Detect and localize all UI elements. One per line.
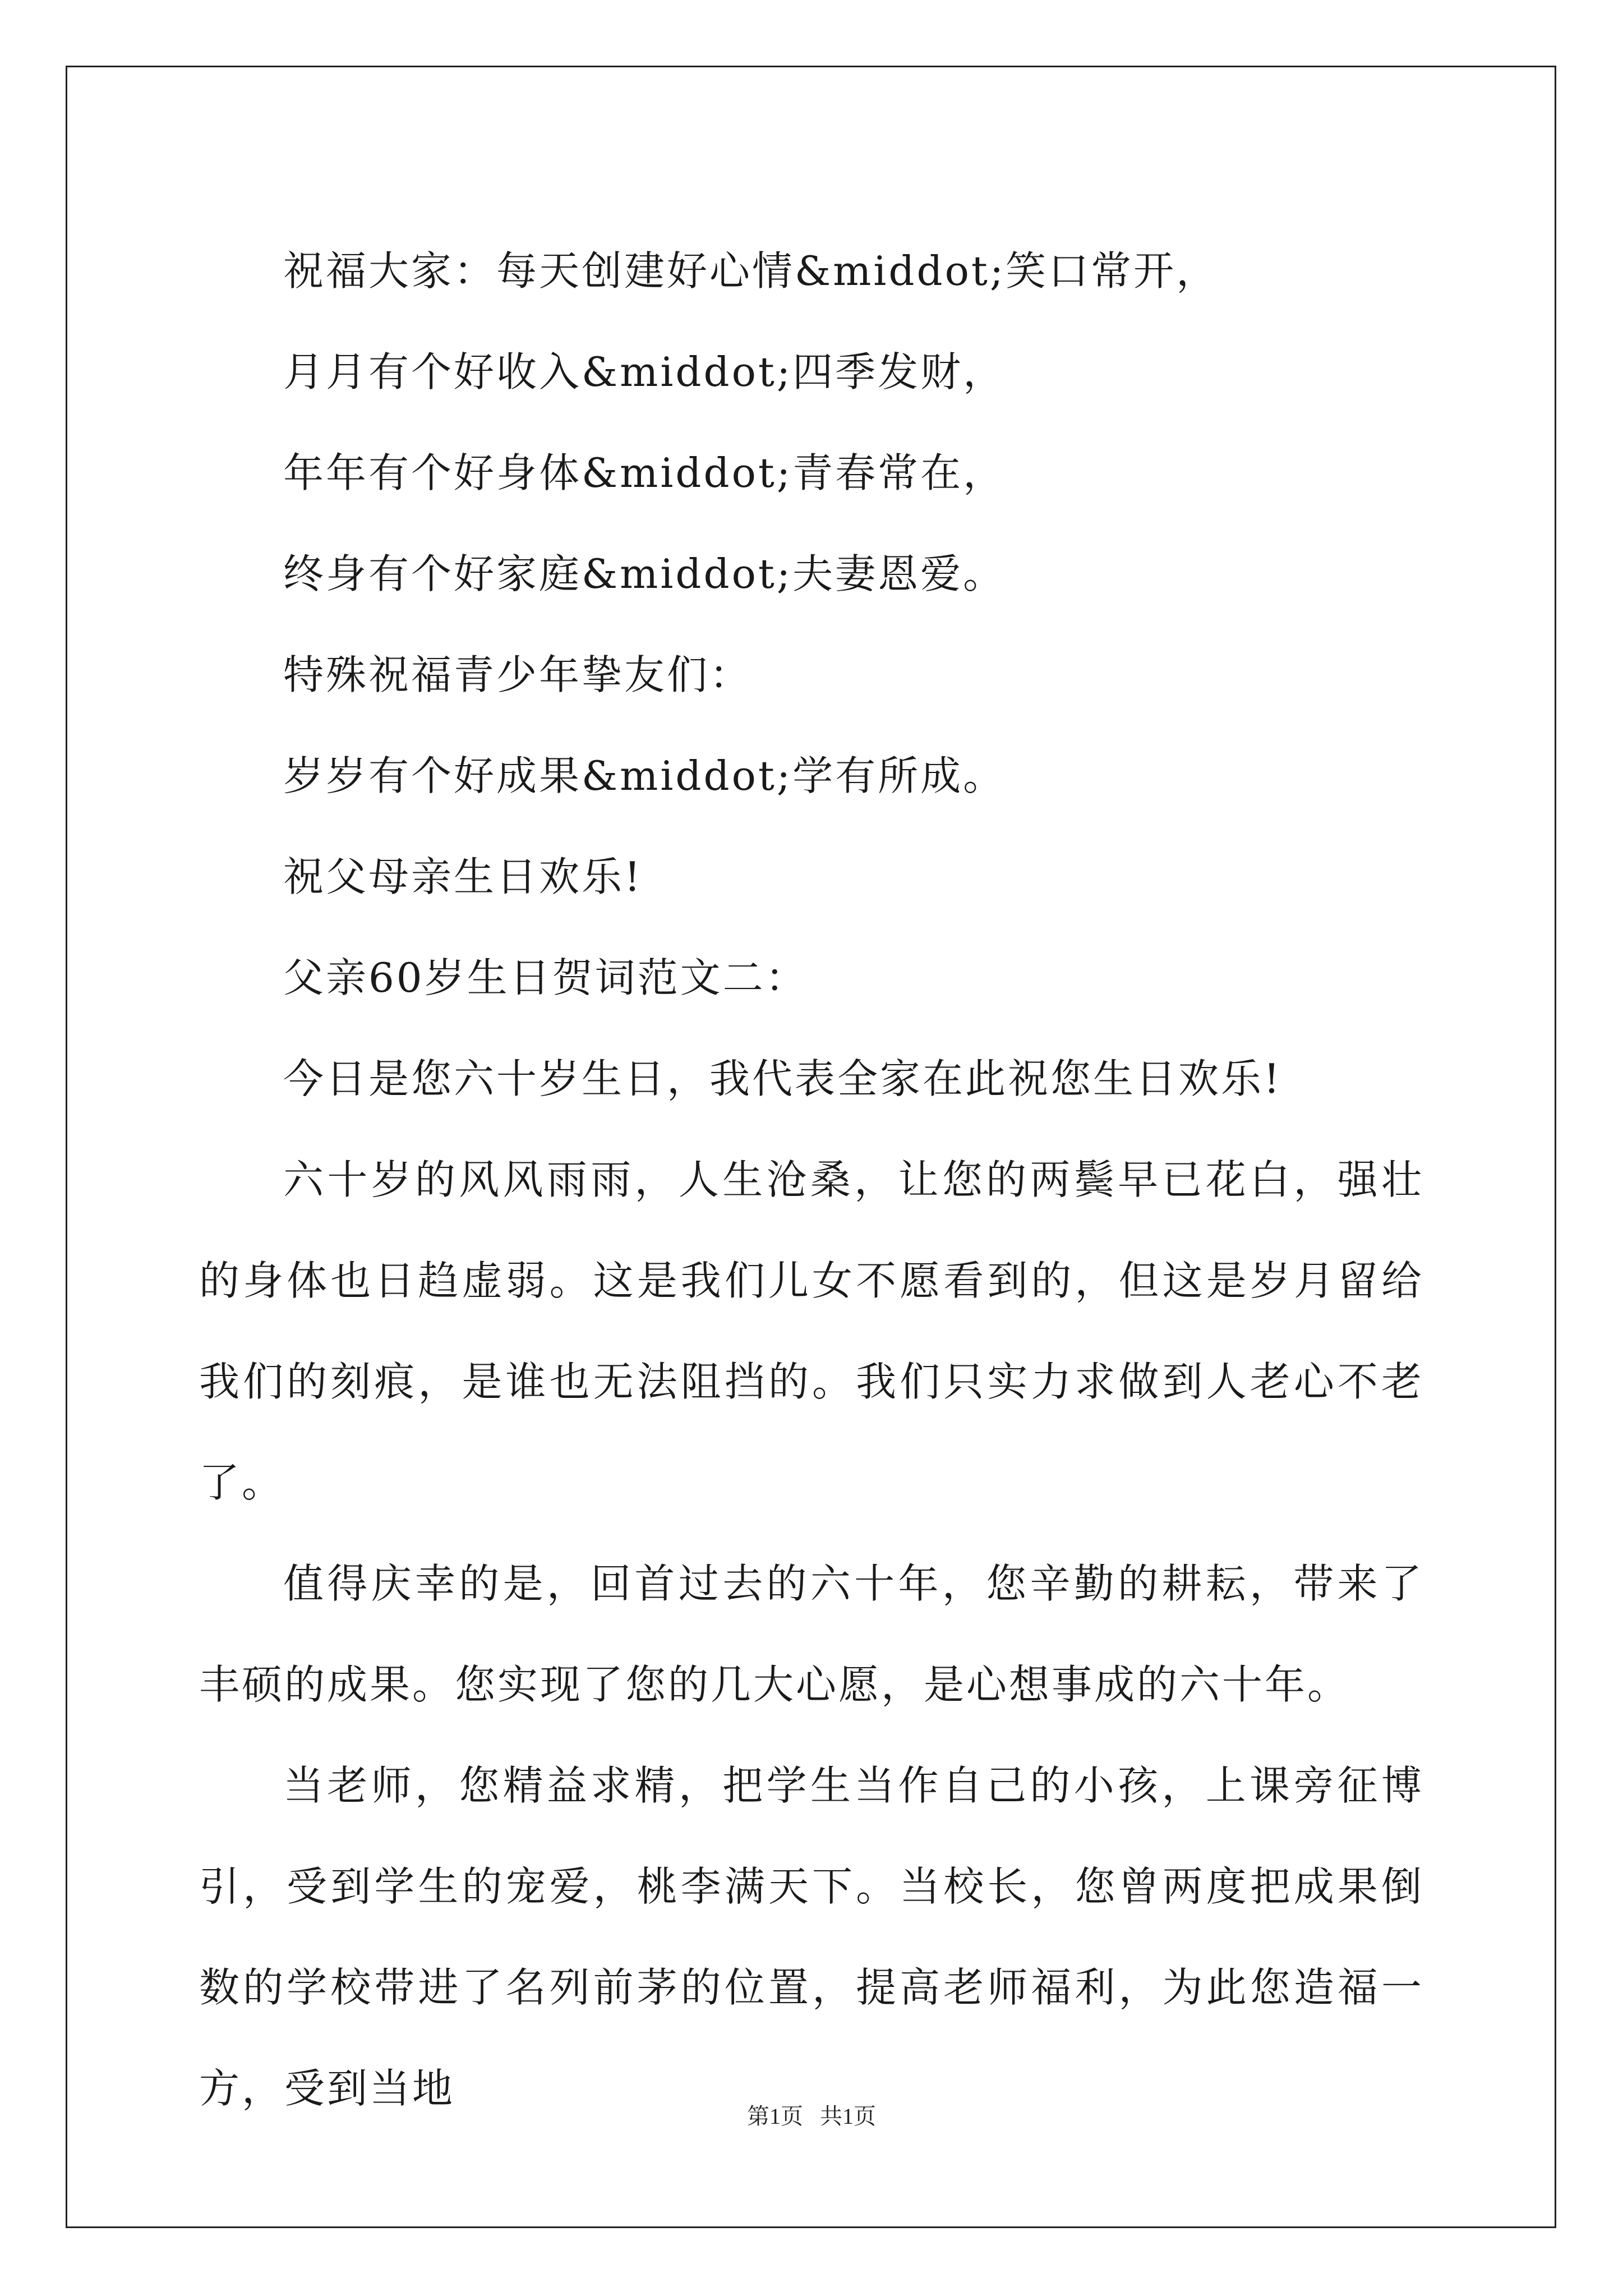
section-heading: 父亲60岁生日贺词范文二：	[283, 954, 808, 1001]
paragraph: 值得庆幸的是，回首过去的六十年，您辛勤的耕耘，带来了丰硕的成果。您实现了您的几大心愿，是心想事成的六十年。	[199, 1560, 1424, 1708]
paragraph: 祝福大家：每天创建好心情&middot;笑口常开，	[283, 247, 1219, 295]
page-total: 共1页	[820, 2104, 876, 2129]
paragraph: 岁岁有个好成果&middot;学有所成。	[283, 752, 1006, 799]
paragraph: 今日是您六十岁生日，我代表全家在此祝您生日欢乐!	[283, 1055, 1282, 1102]
paragraph: 六十岁的风风雨雨，人生沧桑，让您的两鬓早已花白，强壮的身体也日趋虚弱。这是我们儿女不愿看到的，但这是岁月留给我们的刻痕，是谁也无法阻挡的。我们只实力求做到人老心不老了。	[199, 1156, 1424, 1506]
paragraph: 祝父母亲生日欢乐!	[283, 853, 643, 900]
page-footer	[0, 2102, 1623, 2131]
document-body	[199, 220, 1424, 2139]
paragraph: 年年有个好身体&middot;青春常在，	[283, 449, 1006, 496]
paragraph: 终身有个好家庭&middot;夫妻恩爱。	[283, 550, 1006, 597]
paragraph: 当老师，您精益求精，把学生当作自己的小孩，上课旁征博引，受到学生的宠爱，桃李满天下。当校长，您曾两度把成果倒数的学校带进了名列前茅的位置，提高老师福利，为此您造福一方，受到当地	[199, 1762, 1424, 2112]
paragraph: 特殊祝福青少年挚友们：	[283, 651, 753, 698]
paragraph: 月月有个好收入&middot;四季发财，	[283, 348, 1006, 395]
page-number: 第1页	[747, 2104, 803, 2129]
